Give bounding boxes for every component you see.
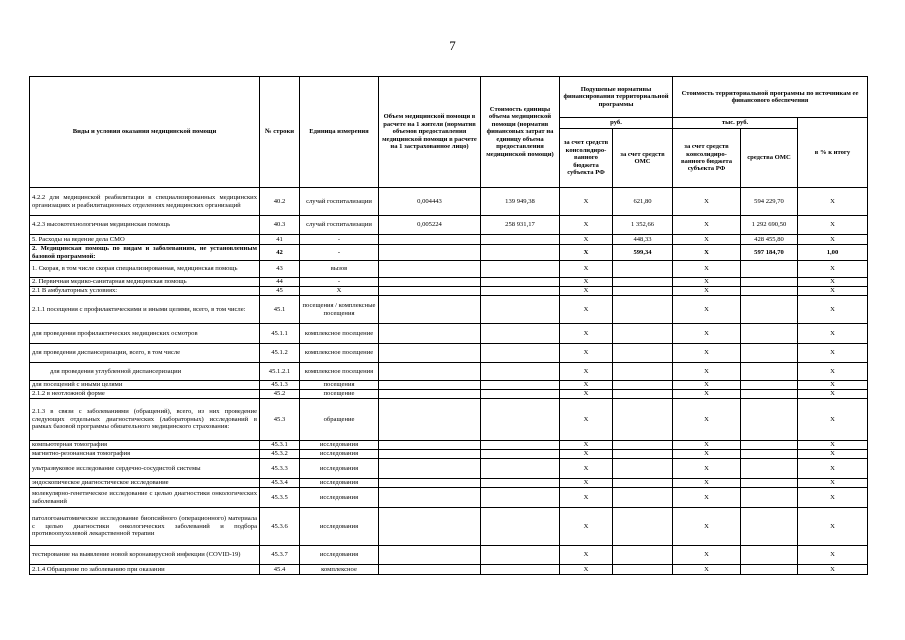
header-total-cost: Стоимость территориальной программы по источникам ее финансового обеспечения <box>673 77 868 118</box>
cell-unit: обращение <box>300 399 379 441</box>
cell-unit: - <box>300 278 379 287</box>
cell-oms-thousand <box>741 261 798 278</box>
cell-unit: комплексное посещения <box>300 363 379 381</box>
cell-budget-thousand: X <box>673 296 741 324</box>
cell-oms-rub: 621,80 <box>613 188 673 216</box>
cell-unit: исследования <box>300 450 379 459</box>
cell-row: 45.1.2.1 <box>260 363 300 381</box>
header-cost: Стоимость единицы объема медицинской помощи (норматив финансовых затрат на единицу объема предоставления медицинской помощи) <box>481 77 560 188</box>
cell-percent: X <box>798 278 868 287</box>
cell-oms-rub <box>613 450 673 459</box>
cell-oms-rub <box>613 324 673 344</box>
cell-volume <box>379 399 481 441</box>
cell-cost <box>481 441 560 450</box>
cell-row: 41 <box>260 235 300 245</box>
cell-cost: 258 931,17 <box>481 216 560 235</box>
cell-row: 42 <box>260 245 300 261</box>
cell-unit: исследования <box>300 459 379 479</box>
cell-budget-rub: X <box>560 488 613 508</box>
cell-unit: комплексное <box>300 565 379 575</box>
cell-label: 2. Первичная медико-санитарная медицинская помощь <box>30 278 260 287</box>
cell-row: 45.3.2 <box>260 450 300 459</box>
cell-row: 45.3.3 <box>260 459 300 479</box>
cell-percent: X <box>798 390 868 399</box>
cell-oms-rub: 1 352,66 <box>613 216 673 235</box>
cell-volume <box>379 278 481 287</box>
cell-row: 45.3 <box>260 399 300 441</box>
cell-percent: X <box>798 546 868 565</box>
cell-unit: X <box>300 287 379 296</box>
cell-oms-thousand <box>741 296 798 324</box>
cell-unit: исследования <box>300 488 379 508</box>
table-row <box>30 216 868 235</box>
table-row <box>30 324 868 344</box>
cell-row: 45.3.6 <box>260 508 300 546</box>
cell-label: для проведения профилактических медицинских осмотров <box>30 324 260 344</box>
cell-budget-thousand: X <box>673 278 741 287</box>
cell-budget-rub: X <box>560 390 613 399</box>
cell-oms-rub: 599,34 <box>613 245 673 261</box>
cell-volume <box>379 235 481 245</box>
cell-row: 45.1 <box>260 296 300 324</box>
cell-budget-thousand: X <box>673 479 741 488</box>
cell-budget-thousand: X <box>673 324 741 344</box>
table-row <box>30 278 868 287</box>
cell-label: для посещений с иными целями <box>30 381 260 390</box>
cell-cost <box>481 381 560 390</box>
table-row <box>30 546 868 565</box>
header-percent: в % к итогу <box>798 118 868 188</box>
cell-oms-thousand <box>741 324 798 344</box>
cell-percent: X <box>798 363 868 381</box>
header-unit-rub: руб. <box>560 118 673 129</box>
cell-percent: X <box>798 235 868 245</box>
cell-oms-thousand <box>741 390 798 399</box>
cell-cost <box>481 235 560 245</box>
cell-label: 2.1 В амбулаторных условиях: <box>30 287 260 296</box>
header-type: Виды и условия оказания медицинской помощи <box>30 77 260 188</box>
cell-volume <box>379 565 481 575</box>
cell-oms-rub <box>613 287 673 296</box>
cell-volume <box>379 441 481 450</box>
cell-label: 1. Скорая, в том числе скорая специализированная, медицинская помощь <box>30 261 260 278</box>
cell-percent: X <box>798 287 868 296</box>
cell-cost <box>481 488 560 508</box>
cell-budget-thousand: X <box>673 441 741 450</box>
cell-budget-rub: X <box>560 216 613 235</box>
cell-row: 45.3.4 <box>260 479 300 488</box>
cell-budget-thousand: X <box>673 546 741 565</box>
cell-cost <box>481 508 560 546</box>
cell-budget-rub: X <box>560 450 613 459</box>
table-row <box>30 235 868 245</box>
cell-budget-thousand: X <box>673 216 741 235</box>
cell-percent: X <box>798 565 868 575</box>
table-row <box>30 390 868 399</box>
cell-budget-thousand: X <box>673 344 741 363</box>
cell-volume <box>379 245 481 261</box>
cell-budget-rub: X <box>560 296 613 324</box>
table-row <box>30 344 868 363</box>
cell-budget-thousand: X <box>673 261 741 278</box>
cell-oms-rub <box>613 296 673 324</box>
cell-label: магнитно-резонансная томография <box>30 450 260 459</box>
cell-volume <box>379 488 481 508</box>
cell-oms-thousand <box>741 363 798 381</box>
cell-cost <box>481 450 560 459</box>
cell-unit: исследования <box>300 508 379 546</box>
cell-percent: X <box>798 296 868 324</box>
cell-oms-rub <box>613 488 673 508</box>
cell-budget-thousand: X <box>673 235 741 245</box>
cell-budget-thousand: X <box>673 245 741 261</box>
cell-volume <box>379 344 481 363</box>
cell-cost <box>481 399 560 441</box>
cell-cost <box>481 565 560 575</box>
cell-budget-rub: X <box>560 235 613 245</box>
cell-oms-thousand <box>741 479 798 488</box>
cell-volume <box>379 546 481 565</box>
cell-budget-thousand: X <box>673 390 741 399</box>
header-budget-thousand: за счет средств консолидиро-ванного бюджета субъекта РФ <box>673 129 741 188</box>
cell-budget-thousand: X <box>673 399 741 441</box>
cell-volume <box>379 390 481 399</box>
cell-oms-thousand <box>741 546 798 565</box>
table-row <box>30 508 868 546</box>
cell-unit: комплексное посещение <box>300 324 379 344</box>
table-row <box>30 245 868 261</box>
cell-volume <box>379 287 481 296</box>
cell-oms-rub <box>613 344 673 363</box>
cell-budget-thousand: X <box>673 381 741 390</box>
cell-unit: посещение <box>300 390 379 399</box>
table-row <box>30 296 868 324</box>
cell-cost <box>481 296 560 324</box>
cell-budget-rub: X <box>560 245 613 261</box>
cell-oms-rub <box>613 459 673 479</box>
cell-row: 45.1.3 <box>260 381 300 390</box>
cell-unit: исследования <box>300 441 379 450</box>
cell-label: 2.1.4 Обращение по заболеванию при оказании <box>30 565 260 575</box>
cell-label: 2.1.3 в связи с заболеваниями (обращений), всего, из них проведение следующих отдельных диагностических (лабораторных) исследований в рамках базовой программы обязательного медицинского страхования: <box>30 399 260 441</box>
cell-budget-rub: X <box>560 188 613 216</box>
cell-oms-rub <box>613 399 673 441</box>
cell-budget-rub: X <box>560 324 613 344</box>
header-oms-thousand: средства ОМС <box>741 129 798 188</box>
cell-budget-rub: X <box>560 441 613 450</box>
table-row <box>30 488 868 508</box>
cell-budget-thousand: X <box>673 459 741 479</box>
cell-oms-rub <box>613 261 673 278</box>
cell-oms-thousand <box>741 488 798 508</box>
cell-volume <box>379 450 481 459</box>
cell-percent: X <box>798 479 868 488</box>
cell-budget-rub: X <box>560 381 613 390</box>
table-row <box>30 479 868 488</box>
cell-row: 45.2 <box>260 390 300 399</box>
cell-row: 45.1.1 <box>260 324 300 344</box>
cell-oms-thousand <box>741 381 798 390</box>
cell-oms-thousand: 1 292 690,50 <box>741 216 798 235</box>
cell-oms-rub <box>613 381 673 390</box>
cell-budget-rub: X <box>560 399 613 441</box>
table-row <box>30 450 868 459</box>
cell-percent: X <box>798 261 868 278</box>
cell-budget-thousand: X <box>673 188 741 216</box>
table-body <box>30 188 868 575</box>
cell-budget-rub: X <box>560 459 613 479</box>
header-unit: Единица измерения <box>300 77 379 188</box>
cell-budget-thousand: X <box>673 565 741 575</box>
table-row <box>30 565 868 575</box>
cell-percent: X <box>798 488 868 508</box>
table-row <box>30 188 868 216</box>
cell-cost <box>481 245 560 261</box>
cell-cost <box>481 546 560 565</box>
cell-label: 4.2.2 для медицинской реабилитации в специализированных медицинских организациях и реабилитационных отделениях медицинских организаций <box>30 188 260 216</box>
cell-unit: исследования <box>300 479 379 488</box>
cell-oms-thousand <box>741 441 798 450</box>
header-row-number: № строки <box>260 77 300 188</box>
cell-volume <box>379 363 481 381</box>
cell-unit: случай госпитализации <box>300 216 379 235</box>
cell-oms-thousand: 594 229,70 <box>741 188 798 216</box>
cell-budget-rub: X <box>560 565 613 575</box>
cell-cost <box>481 287 560 296</box>
cell-volume <box>379 459 481 479</box>
table-row <box>30 399 868 441</box>
cell-budget-rub: X <box>560 546 613 565</box>
header-oms-rub: за счет средств ОМС <box>613 129 673 188</box>
cell-oms-thousand <box>741 508 798 546</box>
cell-percent: X <box>798 459 868 479</box>
cell-label: эндоскопическое диагностическое исследование <box>30 479 260 488</box>
cell-percent: X <box>798 344 868 363</box>
cell-oms-thousand <box>741 278 798 287</box>
table-row <box>30 381 868 390</box>
cell-budget-rub: X <box>560 261 613 278</box>
cell-budget-thousand: X <box>673 287 741 296</box>
header-budget-rub: за счет средств консолидиро-ванного бюджета субъекта РФ <box>560 129 613 188</box>
cell-oms-thousand <box>741 287 798 296</box>
table-row <box>30 441 868 450</box>
cell-label: 2.1.2 в неотложной форме <box>30 390 260 399</box>
cell-unit: исследования <box>300 546 379 565</box>
cell-row: 40.3 <box>260 216 300 235</box>
cell-percent: X <box>798 441 868 450</box>
cell-label: 5. Расходы на ведение дела СМО <box>30 235 260 245</box>
cell-volume <box>379 381 481 390</box>
cell-percent: X <box>798 188 868 216</box>
cell-label: компьютерная томография <box>30 441 260 450</box>
header-unit-thousand: тыс. руб. <box>673 118 798 129</box>
financing-table <box>29 76 868 575</box>
cell-cost <box>481 479 560 488</box>
cell-percent: X <box>798 508 868 546</box>
cell-budget-thousand: X <box>673 450 741 459</box>
cell-unit: посещения <box>300 381 379 390</box>
cell-row: 45.4 <box>260 565 300 575</box>
cell-label: молекулярно-генетическое исследование с целью диагностики онкологических заболеваний <box>30 488 260 508</box>
cell-unit: - <box>300 245 379 261</box>
cell-oms-thousand <box>741 399 798 441</box>
cell-row: 45 <box>260 287 300 296</box>
cell-volume: 0,004443 <box>379 188 481 216</box>
cell-row: 45.3.7 <box>260 546 300 565</box>
cell-unit: посещения / комплексные посещения <box>300 296 379 324</box>
cell-percent: X <box>798 324 868 344</box>
cell-oms-rub <box>613 479 673 488</box>
cell-budget-thousand: X <box>673 363 741 381</box>
cell-volume: 0,005224 <box>379 216 481 235</box>
cell-label: ультразвуковое исследование сердечно-сосудистой системы <box>30 459 260 479</box>
cell-oms-rub <box>613 546 673 565</box>
cell-budget-rub: X <box>560 479 613 488</box>
cell-oms-thousand <box>741 450 798 459</box>
cell-percent: X <box>798 381 868 390</box>
cell-oms-rub <box>613 278 673 287</box>
cell-oms-thousand <box>741 344 798 363</box>
cell-cost <box>481 363 560 381</box>
table-row <box>30 287 868 296</box>
cell-label: патологоанатомическое исследование биопсийного (операционного) материала с целью диагностики онкологических заболеваний и подбора противоопухолевой лекарственной терапии <box>30 508 260 546</box>
table-row <box>30 363 868 381</box>
cell-volume <box>379 508 481 546</box>
cell-label: для проведения диспансеризации, всего, в том числе <box>30 344 260 363</box>
cell-unit: случай госпитализации <box>300 188 379 216</box>
cell-row: 43 <box>260 261 300 278</box>
cell-label: 4.2.3 высокотехнологичная медицинская помощь <box>30 216 260 235</box>
cell-label: для проведения углубленной диспансеризации <box>30 363 260 381</box>
cell-cost <box>481 344 560 363</box>
cell-oms-thousand: 597 184,70 <box>741 245 798 261</box>
cell-oms-thousand: 428 455,80 <box>741 235 798 245</box>
header-per-capita: Подушевые нормативы финансирования территориальной программы <box>560 77 673 118</box>
cell-cost: 139 949,38 <box>481 188 560 216</box>
cell-row: 44 <box>260 278 300 287</box>
cell-budget-rub: X <box>560 278 613 287</box>
cell-row: 45.3.5 <box>260 488 300 508</box>
cell-percent: X <box>798 216 868 235</box>
cell-budget-thousand: X <box>673 508 741 546</box>
cell-row: 40.2 <box>260 188 300 216</box>
cell-volume <box>379 261 481 278</box>
cell-budget-rub: X <box>560 344 613 363</box>
cell-oms-rub <box>613 441 673 450</box>
cell-budget-rub: X <box>560 508 613 546</box>
cell-cost <box>481 261 560 278</box>
cell-cost <box>481 459 560 479</box>
cell-budget-thousand: X <box>673 488 741 508</box>
header-volume: Объем медицинской помощи в расчете на 1 жителя (норматив объемов предоставления медицинской помощи в расчете на 1 застрахованное лицо) <box>379 77 481 188</box>
cell-oms-rub <box>613 565 673 575</box>
cell-label: тестирование на выявление новой коронавирусной инфекции (COVID-19) <box>30 546 260 565</box>
page-number: 7 <box>449 38 456 53</box>
cell-label: 2. Медицинская помощь по видам и заболеваниям, не установленным базовой программой: <box>30 245 260 261</box>
cell-oms-rub: 448,33 <box>613 235 673 245</box>
cell-oms-thousand <box>741 565 798 575</box>
cell-volume <box>379 324 481 344</box>
cell-label: 2.1.1 посещения с профилактическими и иными целями, всего, в том числе: <box>30 296 260 324</box>
cell-oms-rub <box>613 390 673 399</box>
cell-percent: X <box>798 399 868 441</box>
cell-oms-thousand <box>741 459 798 479</box>
cell-volume <box>379 296 481 324</box>
cell-oms-rub <box>613 508 673 546</box>
cell-unit: вызов <box>300 261 379 278</box>
cell-volume <box>379 479 481 488</box>
cell-percent: 1,00 <box>798 245 868 261</box>
cell-budget-rub: X <box>560 287 613 296</box>
cell-cost <box>481 390 560 399</box>
cell-oms-rub <box>613 363 673 381</box>
table-row <box>30 261 868 278</box>
cell-percent: X <box>798 450 868 459</box>
cell-cost <box>481 278 560 287</box>
table-row <box>30 459 868 479</box>
cell-row: 45.1.2 <box>260 344 300 363</box>
cell-cost <box>481 324 560 344</box>
cell-budget-rub: X <box>560 363 613 381</box>
cell-unit: комплексное посещение <box>300 344 379 363</box>
cell-unit: - <box>300 235 379 245</box>
cell-row: 45.3.1 <box>260 441 300 450</box>
